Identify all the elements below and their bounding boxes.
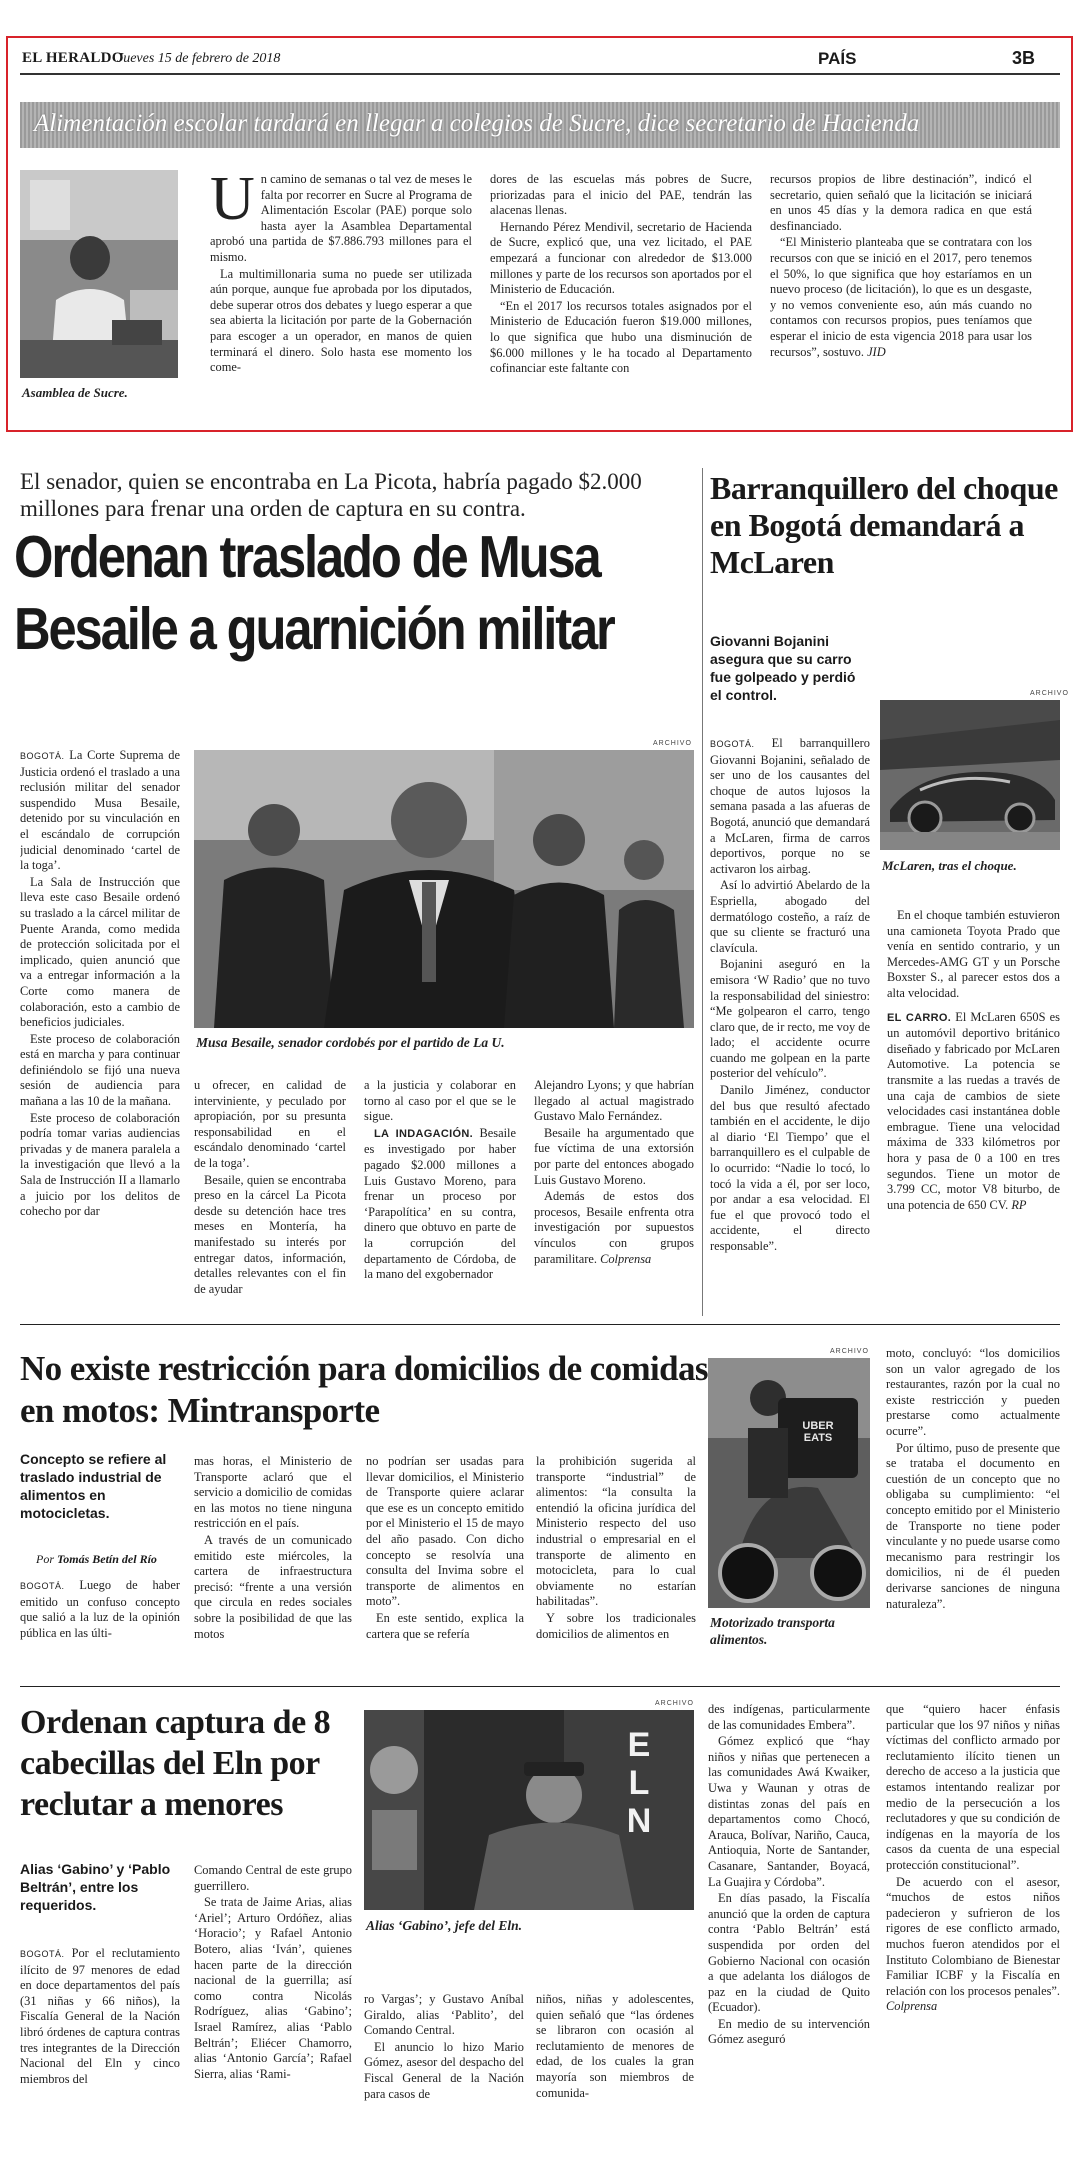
- domicilios-headline: No existe restricción para domicilios de comidas en motos: Mintransporte: [20, 1349, 708, 1430]
- eln-place: BOGOTÁ.: [20, 1949, 65, 1959]
- mclaren-summary: Giovanni Bojanini asegura que su carro fue golpeado y perdió el control.: [710, 633, 856, 703]
- musa-photo: [194, 750, 694, 1028]
- mclaren-archivo-label: ARCHIVO: [1030, 690, 1069, 697]
- musa-place: BOGOTÁ.: [20, 751, 65, 761]
- musa-headline-line2: Besaile a guarnición militar: [14, 596, 614, 662]
- delivery-bag-label: UBER EATS: [802, 1420, 834, 1444]
- eln-column-2: Comando Central de este grupo guerrillero. Se trata de Jaime Arias, alias ‘Ariel’; Arturo Ordóñez, alias ‘Horacio’; y Rafael Antonio Botero, alias ‘Iván’, quienes hacen parte de la dirección nacional de la guerrilla; así como contra Nicolás Rodríguez, alias ‘Gabino’; Israel Ramírez, alias ‘Pablo Beltrán’; Eliécer Chamorro, alias ‘Antonio García’; Rafael Sierra, alias ‘Rami-: [194, 1863, 352, 2081]
- brief-photo-caption: Asamblea de Sucre.: [22, 385, 128, 400]
- assembly-photo-svg: [20, 170, 178, 378]
- page-number: 3B: [1012, 48, 1036, 68]
- paper-name: EL HERALDO: [22, 50, 124, 66]
- musa-photo-svg: [194, 750, 694, 1028]
- domicilios-column-4: la prohibición sugerida al transporte “industrial” de alimentos: “la consulta la entendió la oficina jurídica del Ministerio respecto del uso industrial o empresarial en el transporte de alimento en motocicleta, para lo cual obviamente no estarían habilitadas”. Y sobre los tradicionales domicilios de alimentos en: [536, 1454, 696, 1641]
- mclaren-photo: [880, 700, 1060, 850]
- mclaren-signature: RP: [1011, 1197, 1027, 1212]
- section-rule-1: [20, 1324, 1060, 1325]
- domicilios-photo-caption: Motorizado transporta alimentos.: [710, 1615, 835, 1647]
- brief-dropcap: U: [210, 172, 255, 233]
- domicilios-photo: [708, 1358, 870, 1608]
- mclaren-column-2: En el choque también estuvieron una camioneta Toyota Prado que venía en sentido contrario, y un Mercedes-AMG GT y un Porsche Boxster S., al parecer estos dos a alta velocidad. EL CARRO. El McLaren 650S es un automóvil deportivo británico diseñado y fabricado por McLaren Automotive. La potencia se transmite a las ruedas a través de una caja de cambios de siete velocidades casi instantánea doble embrague. Tiene una velocidad máxima de 333 kilómetros por hora y pasa de 0 a 100 en tres segundos. Tiene un motor de 3.799 CC, motor V8 biturbo, de una potencia de 650 CV. RP: [887, 908, 1060, 1212]
- brief-title-band: [20, 102, 1060, 148]
- eln-signature: Colprensa: [886, 1999, 938, 2014]
- header-rule: [20, 73, 1060, 75]
- eln-column-6: que “quiero hacer énfasis particular que los 97 niños y niñas víctimas del conflicto armado por reclutamiento ilícito tienen un derecho de acceso a la justicia que estamos intentando realizar por medio de la persecución a los reclutadores y que su condición de indígenas en la mayoría de los casos da cuenta de una especial protección constitucional”. De acuerdo con el asesor, “muchos de estos niños padecieron y sufrieron de los rigores de ese conflicto armado, muchos fueron atendidos por el Instituto Colombiano de Bienestar Familiar ICBF y la Fiscalía en relación con los procesos penales”. Colprensa: [886, 1702, 1060, 2014]
- eln-photo-caption: Alias ‘Gabino’, jefe del Eln.: [366, 1918, 522, 1933]
- section-rule-2: [20, 1686, 1060, 1687]
- brief-column-3: recursos propios de libre destinación”, indicó el secretario, quien señaló que la licitación se iniciará en unos 45 días y la demora radica en que está desfinanciado. “El Ministerio planteaba que se contratara con los recursos con que se inició en el 2017, pero tenemos el 50%, lo que significa que hoy estaríamos en un nuevo proceso (de licitación), lo que es un desgaste, y no vemos conveniente eso, aún más cuando no contamos con recursos propios, pues teníamos que esperar el inicio de esta vigencia 2018 para usar los recursos”, sostuvo. JID: [770, 172, 1032, 359]
- crashed-car-svg: [880, 700, 1060, 850]
- domicilios-author: Tomás Betín del Río: [57, 1552, 157, 1566]
- brief-title: Alimentación escolar tardará en llegar a colegios de Sucre, dice secretario de Hacienda: [34, 110, 920, 137]
- domicilios-place: BOGOTÁ.: [20, 1581, 65, 1591]
- section-name: PAÍS: [818, 49, 857, 68]
- column-divider: [702, 468, 703, 1316]
- brief-column-2: dores de las escuelas más pobres de Sucre, priorizadas para el inicio del PAE, tendrán las alacenas llenas. Hernando Pérez Mendivil, secretario de Hacienda de Sucre, explicó que, una vez licitado, el PAE empezará a funcionar con alrededor de $13.000 millones y parte de los recursos son aportados por el Ministerio de Educación. “En el 2017 los recursos totales asignados por el Ministerio de Educación fueron $19.000 millones, lo que significa que hubo una disminución de $6.000 millones y le ha tocado al Departamento cofinanciar este faltante con: [490, 172, 752, 376]
- musa-subhead: LA INDAGACIÓN.: [374, 1127, 473, 1140]
- mclaren-headline: Barranquillero del choque en Bogotá demandará a McLaren: [710, 470, 1058, 580]
- eln-column-5: des indígenas, particularmente de las comunidades Embera”. Gómez explicó que “hay niños y niñas que pertenecen a las comunidades Awá Kwaiker, Uwa y Waunan y otras de distintas zonas del país en departamentos como Chocó, Arauca, Bolívar, Nariño, Cauca, Antioquia, Norte de Santander, Casanare, Santander, Boyacá, La Guajira y Córdoba”. En días pasado, la Fiscalía anunció que la orden de captura contra ‘Pablo Beltrán’ está suspendida por orden del Gobierno Nacional con ocasión a que adelanta los diálogos de paz en la ciudad de Quito (Ecuador). En medio de su intervención Gómez aseguró: [708, 1702, 870, 2047]
- musa-archivo-label: ARCHIVO: [653, 740, 692, 747]
- domicilios-archivo-label: ARCHIVO: [830, 1348, 869, 1355]
- musa-column-2: u ofrecer, en calidad de interviniente, y peculado por apropiación, por su presunta responsabilidad en el escándalo denominado ‘cartel de la toga’. Besaile, quien se encontraba preso en la cárcel La Picota desde su detención hace tres meses en Montería, ha manifestado su interés por entregar datos, información, detalles relevantes con el fin de ayudar: [194, 1078, 346, 1296]
- eln-column-4: niños, niñas y adolescentes, quien señaló que “las órdenes se libraron con ocasión al reclutamiento de menores de edad, de los cuales la gran mayoría son miembros de comunida-: [536, 1992, 694, 2100]
- eln-column-1: BOGOTÁ. Por el reclutamiento ilícito de 97 menores de edad en doce departamentos del país (31 niñas y 66 niños), la Fiscalía General de la Nación libró órdenes de captura contras tres integrantes de la Dirección Nacional del Eln y cinco miembros del: [20, 1946, 180, 2086]
- domicilios-column-1: BOGOTÁ. Luego de haber emitido un confuso concepto que salió a la luz de la opinión pública en las últi-: [20, 1578, 180, 1640]
- musa-column-4: Alejandro Lyons; y que habrían llegado al actual magistrado Gustavo Malo Fernández. Besaile ha argumentado que fue víctima de una extorsión por parte del entonces abogado Luis Gustavo Moreno. Además de estos dos procesos, Besaile enfrenta otra investigación por supuestos vínculos con grupos paramilitare. Colprensa: [534, 1078, 694, 1266]
- motorbike-photo-svg: [708, 1358, 870, 1608]
- eln-photo: [364, 1710, 694, 1910]
- issue-date: Jueves 15 de febrero de 2018: [117, 51, 281, 66]
- brief-column-1: U n camino de semanas o tal vez de meses le falta por recorrer en Sucre al Programa de Alimentación Escolar (PAE) porque solo hasta ayer la Asamblea Departamental aprobó una partida de $7.886.793 millones para el mismo. La multimillonaria suma no puede ser utilizada aún porque, aunque fue aprobada por los diputados, debe superar otros dos debates y luego esperar a que sea abierta la licitación por parte de la Gobernación para escoger a un operador, en manos de quien terminará el dinero. Solo hasta ese momento los come-: [210, 172, 472, 375]
- musa-column-3: a la justicia y colaborar en torno al caso por el que se le sigue. LA INDAGACIÓN. Besaile es investigado por haber pagado $2.000 millones a Luis Gustavo Moreno, para frenar un proceso por ‘Parapolítica’ en su contra, dinero que obtuvo en parte de la corrupción del departamento de Córdoba, de la mano del exgobernador: [364, 1078, 516, 1282]
- musa-photo-caption: Musa Besaile, senador cordobés por el partido de La U.: [196, 1035, 505, 1050]
- domicilios-column-2: mas horas, el Ministerio de Transporte aclaró que el servicio a domicilio de comidas en las motos no tiene ninguna restricción en el país. A través de un comunicado emitido este miércoles, la cartera de infraestructura precisó: “frente a una versión que circula en redes sociales sobre la posibilidad de que las motos: [194, 1454, 352, 1641]
- musa-headline-line1: Ordenan traslado de Musa: [14, 524, 600, 590]
- musa-column-1: BOGOTÁ. La Corte Suprema de Justicia ordenó el traslado a una reclusión militar del senador suspendido Musa Besaile, detenido por su vinculación en el escándalo de corrupción judicial denominado ‘cartel de la toga’. La Sala de Instrucción que lleva este caso Besaile ordenó su traslado a la cárcel militar de Puente Aranda, como medida de protección solicitada por el implicado, quien anunció que va a entregar información a la Corte como manera de colaboración, esto a cambio de beneficios judiciales. Este proceso de colaboración está en marcha y para continuar definiéndolo se fijó una nueva sesión de audiencia para mañana a las 10 de la mañana. Este proceso de colaboración podría tomar varias audiencias privadas y de manera paralela a la investigación que llevó a la Sala de Instrucción II a llamarlo a juicio por los delitos de cohecho por dar: [20, 748, 180, 1219]
- mclaren-place: BOGOTÁ.: [710, 739, 755, 749]
- eln-headline: Ordenan captura de 8 cabecillas del Eln por reclutar a menores: [20, 1704, 331, 1823]
- eln-column-3: ro Vargas’; y Gustavo Aníbal Giraldo, alias ‘Pablito’, del Comando Central. El anuncio lo hizo Mario Gómez, asesor del despacho del Fiscal General de la Nación para casos de: [364, 1992, 524, 2101]
- eln-archivo-label: ARCHIVO: [655, 1700, 694, 1707]
- mclaren-subhead: EL CARRO.: [887, 1011, 952, 1024]
- domicilios-byline: Por Tomás Betín del Río: [36, 1552, 157, 1566]
- brief-signature: JID: [867, 344, 886, 359]
- domicilios-summary: Concepto se refiere al traslado industrial de alimentos en motocicletas.: [20, 1451, 167, 1521]
- mclaren-photo-caption: McLaren, tras el choque.: [882, 858, 1017, 873]
- domicilios-column-3: no podrían ser usadas para llevar domicilios, el Ministerio de Transporte quiere aclarar que ese es un concepto emitido por el Ministerio el 15 de mayo del año pasado. Con dicho concepto se resolvía una consulta del Invima sobre el transporte de alimentos en moto”. En este sentido, explica la cartera que se refería: [366, 1454, 524, 1641]
- musa-signature: Colprensa: [600, 1251, 652, 1266]
- domicilios-column-5: moto, concluyó: “los domicilios son un valor agregado de los restaurantes, razón por la cual no existe restricción y pueden prestarse como actualmente ocurre”. Por último, puso de presente que se trataba el documento en cuestión de un concepto que no obligaba su cumplimiento: “el concepto emitido por el Ministerio de Transporte no tiene poder vinculante y no puede usarse como mecanismo para restringir los domicilios, ni de él pueden derivarse sanciones de ninguna naturaleza”.: [886, 1346, 1060, 1611]
- musa-kicker: El senador, quien se encontraba en La Picota, habría pagado $2.000 millones para frenar una orden de captura en su contra.: [20, 469, 642, 521]
- mclaren-column-1: BOGOTÁ. El barranquillero Giovanni Bojanini, señalado de ser uno de los causantes del choque de autos lujosos la semana pasada a las afueras de Bogotá, anunció que demandará a McLaren, firma de carros deportivos, porque no se activaron los airbag. Así lo advirtió Abelardo de la Espriella, abogado del dermatólogo costeño, a raíz de que su cliente se fracturó una clavícula. Bojanini aseguró en la emisora ‘W Radio’ que no tuvo la responsabilidad del siniestro: “Me golpearon el carro, tengo claro que, de ir recto, me voy de lado; el accidente ocurre cuando me golpean en la parte posterior del vehículo”. Danilo Jiménez, conductor del bus que resultó afectado también en el accidente, le dijo al diario ‘El Tiempo’ que el barranquillero es el culpable de lo ocurrido: “Nadie lo tocó, lo tocó la vida a él, por ser loco, por andar a esa velocidad. El fue el que provocó todo el accidente, el directo responsable”.: [710, 736, 870, 1253]
- eln-summary: Alias ‘Gabino’ y ‘Pablo Beltrán’, entre los requeridos.: [20, 1861, 171, 1913]
- eln-flag-text: ELN: [626, 1726, 652, 1840]
- brief-photo: [20, 170, 178, 378]
